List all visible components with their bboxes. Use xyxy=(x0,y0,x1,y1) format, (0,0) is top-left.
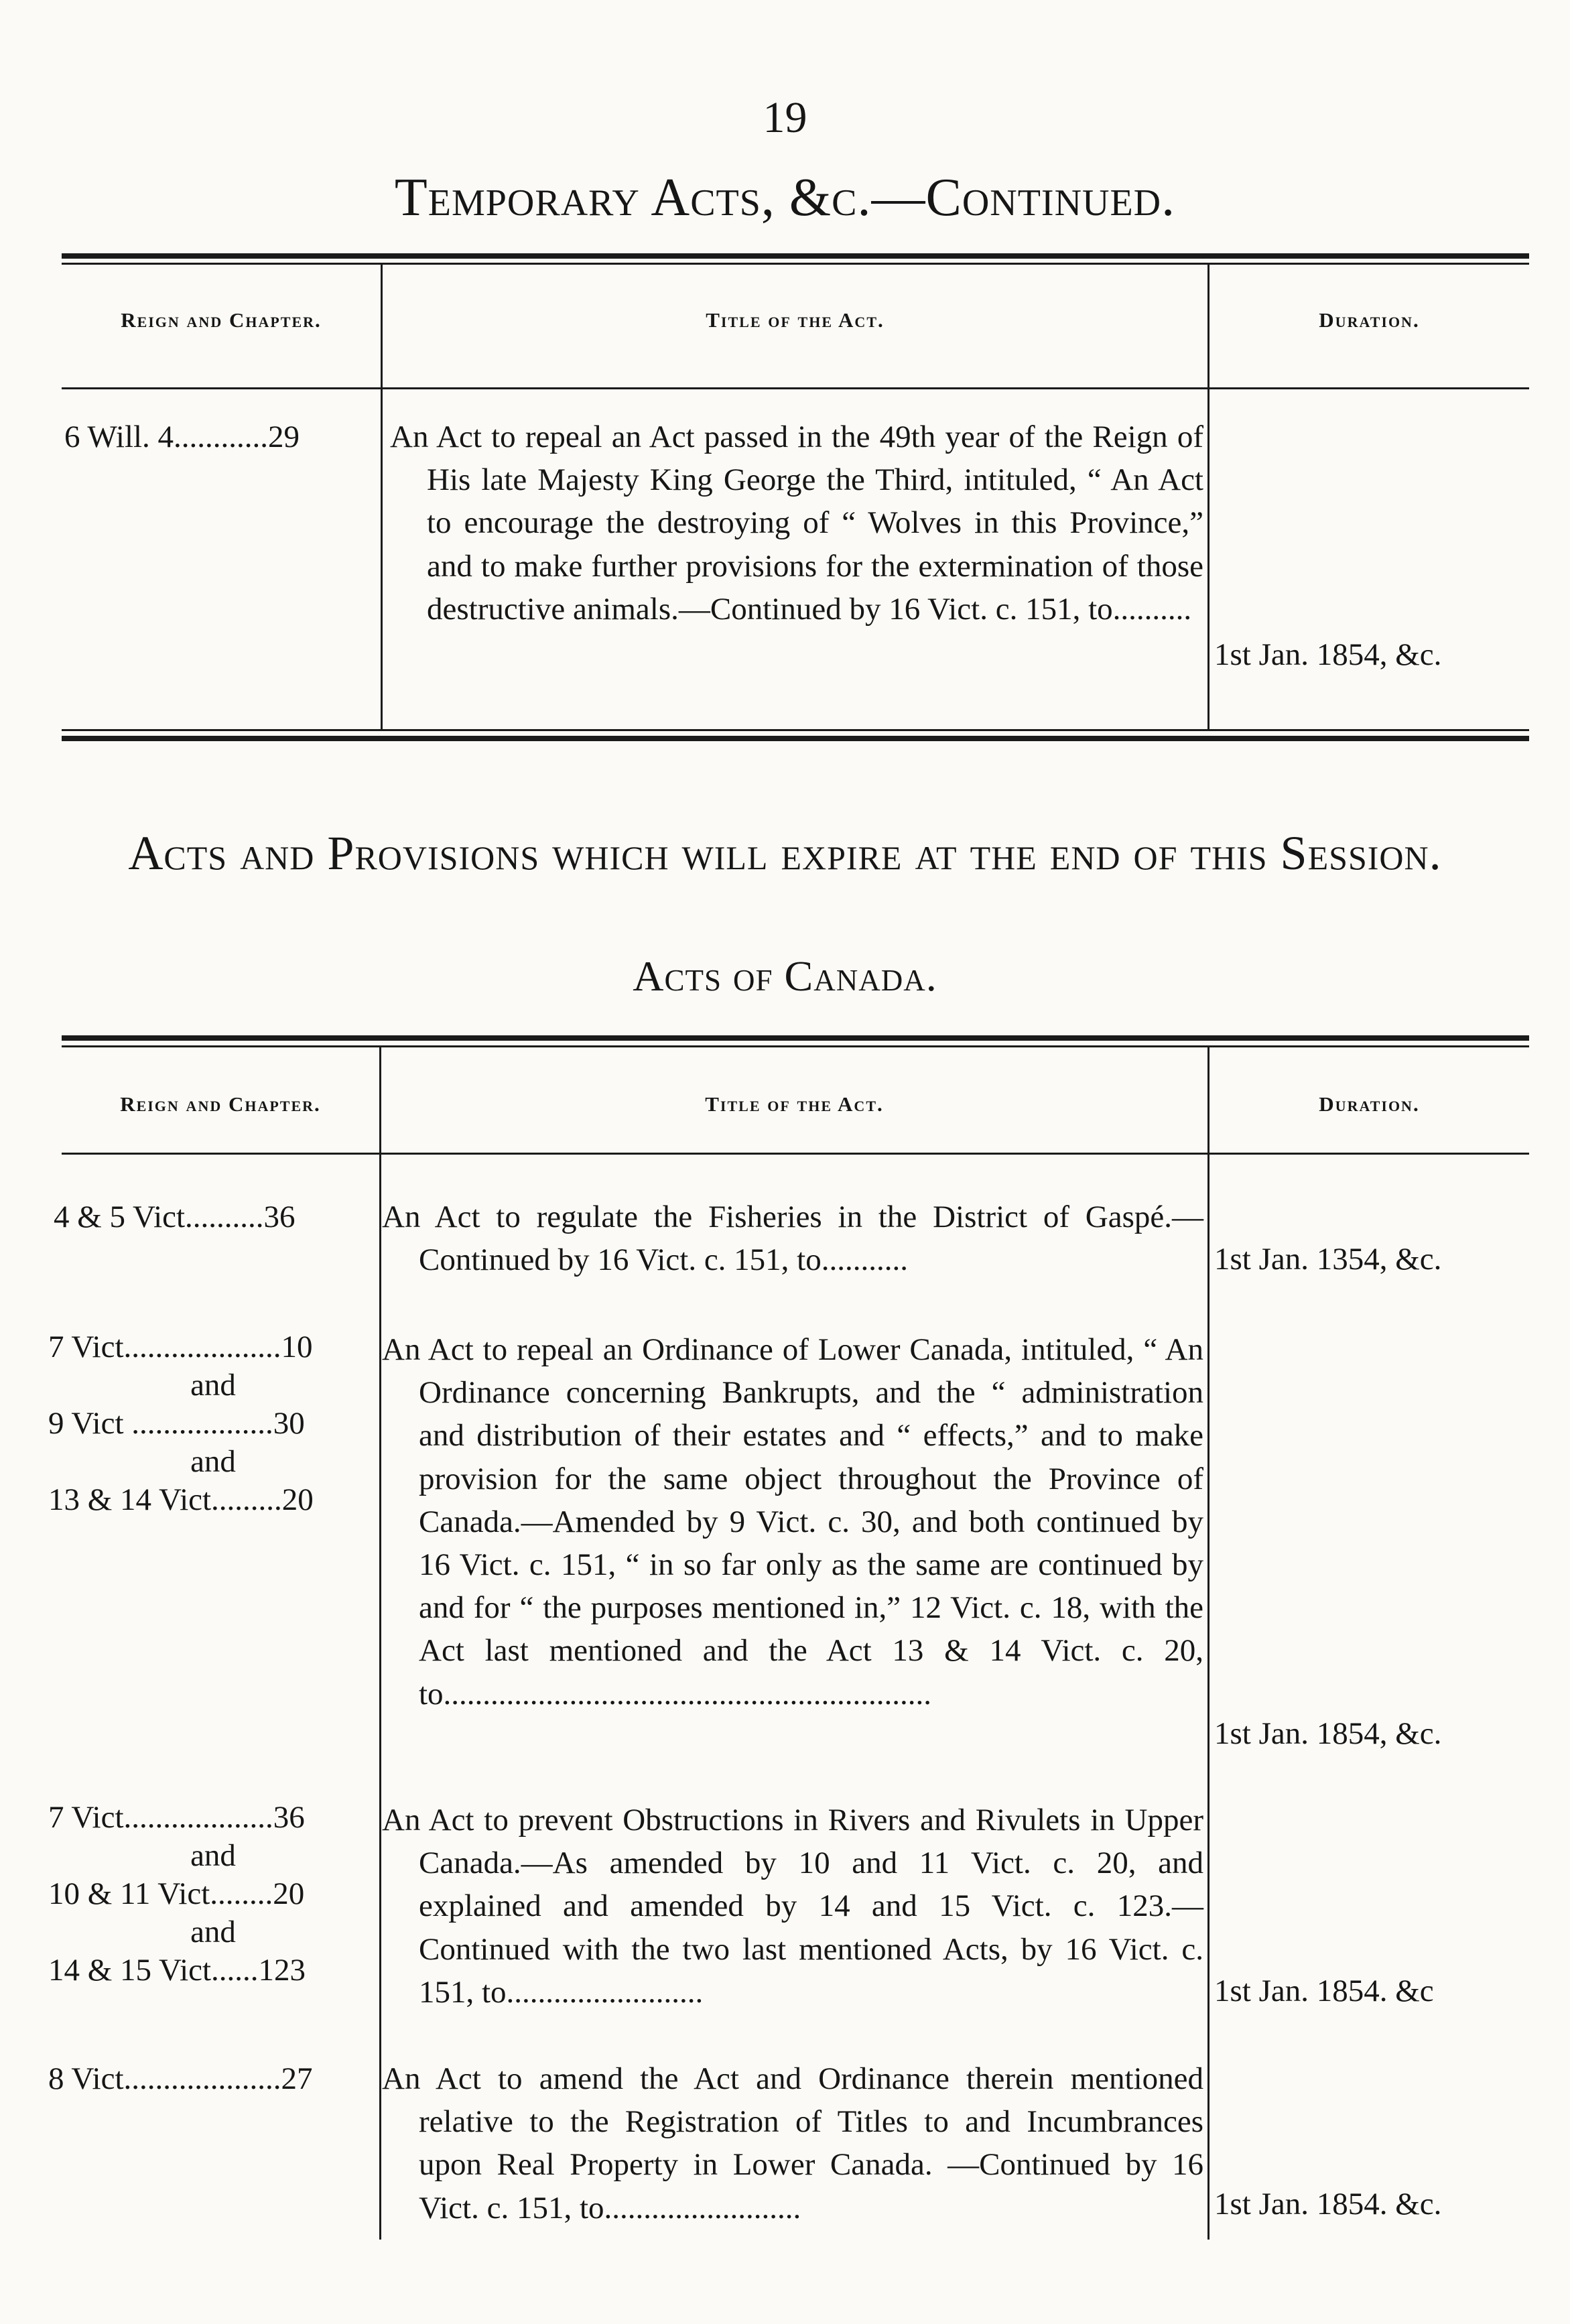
table-top-rule xyxy=(62,253,1529,259)
table-bottom-rule xyxy=(62,736,1529,741)
column-header-title: Title of the Act. xyxy=(705,1092,884,1116)
table-top-rule xyxy=(62,1035,1529,1041)
column-divider xyxy=(381,264,383,730)
column-header-duration: Duration. xyxy=(1319,1092,1420,1116)
table-row-duration: 1st Jan. 1854, &c. xyxy=(1214,1716,1442,1751)
table-row-title: An Act to regulate the Fisheries in the District of Gaspé.—Continued by 16 Vict. c. 151, to........... xyxy=(382,1200,1203,1278)
table-top-rule-thin xyxy=(62,263,1529,265)
column-header-duration: Duration. xyxy=(1319,308,1420,332)
table-row-reign: 8 Vict....................27 xyxy=(48,2061,313,2096)
table-row-reign: 4 & 5 Vict..........36 xyxy=(54,1200,296,1234)
column-header-reign: Reign and Chapter. xyxy=(120,1092,321,1116)
section-heading-temporary-acts: Temporary Acts, &c.—Continued. xyxy=(394,168,1176,227)
table-row-duration: 1st Jan. 1354, &c. xyxy=(1214,1242,1442,1277)
table-top-rule-thin xyxy=(62,1045,1529,1047)
page-number: 19 xyxy=(763,93,807,142)
table-row-duration: 1st Jan. 1854. &c. xyxy=(1214,2187,1442,2221)
table-bottom-rule-thin xyxy=(62,729,1529,731)
column-header-reign: Reign and Chapter. xyxy=(121,308,322,332)
table-row-title: An Act to amend the Act and Ordinance therein mentioned relative to the Registration of Titles to and Incumbrances upon Real Property in Lower Canada. —Continued by 16 Vict. c. 151, to......................... xyxy=(382,2061,1203,2225)
header-rule xyxy=(62,1153,1529,1155)
table-row-duration: 1st Jan. 1854, &c. xyxy=(1214,637,1442,672)
table-row-reign: 6 Will. 4............29 xyxy=(64,419,300,454)
header-rule xyxy=(62,387,1529,389)
section-subheading-acts-of-canada: Acts of Canada. xyxy=(633,952,937,1000)
table-row-title: An Act to repeal an Ordinance of Lower Canada, intituled, “ An Ordinance concerning Bankrupts, and the “ administration and distribution of their estates and “ effects,” and to make provision for the same object throughout the Province of Canada.—Amended by 9 Vict. c. 30, and both continued by 16 Vict. c. 151, “ in so far only as the same are continued by and for “ the purposes mentioned in,” 12 Vict. c. 18, with the Act last mentioned and the Act 13 & 14 Vict. c. 20, to.............................................................. xyxy=(382,1332,1203,1712)
table-row-title: An Act to prevent Obstructions in Rivers and Rivulets in Upper Canada.—As amended by 10 and 11 Vict. c. 20, and explained and amended by 14 and 15 Vict. c. 123.—Continued with the two last mentioned Acts, by 16 Vict. c. 151, to......................... xyxy=(382,1803,1203,2010)
section-heading-expiring-acts: Acts and Provisions which will expire at the end of this Session. xyxy=(128,826,1442,880)
table-row-reign: 7 Vict...................36 and 10 & 11 Vict........20 and 14 & 15 Vict......123 xyxy=(48,1800,306,1988)
table-row-title: An Act to repeal an Act passed in the 49th year of the Reign of His late Majesty King George the Third, intituled, “ An Act to encourage the destroying of “ Wolves in this Province,” and to make further provisions for the extermination of those destructive animals.—Continued by 16 Vict. c. 151, to.......... xyxy=(390,419,1203,627)
column-divider xyxy=(379,1047,381,2240)
table-row-reign: 7 Vict....................10 and 9 Vict ..................30 and 13 & 14 Vict.........20 xyxy=(48,1330,314,1517)
column-divider xyxy=(1207,1047,1209,2240)
column-header-title: Title of the Act. xyxy=(706,308,885,332)
table-row-duration: 1st Jan. 1854. &c xyxy=(1214,1974,1434,2008)
column-divider xyxy=(1207,264,1209,730)
